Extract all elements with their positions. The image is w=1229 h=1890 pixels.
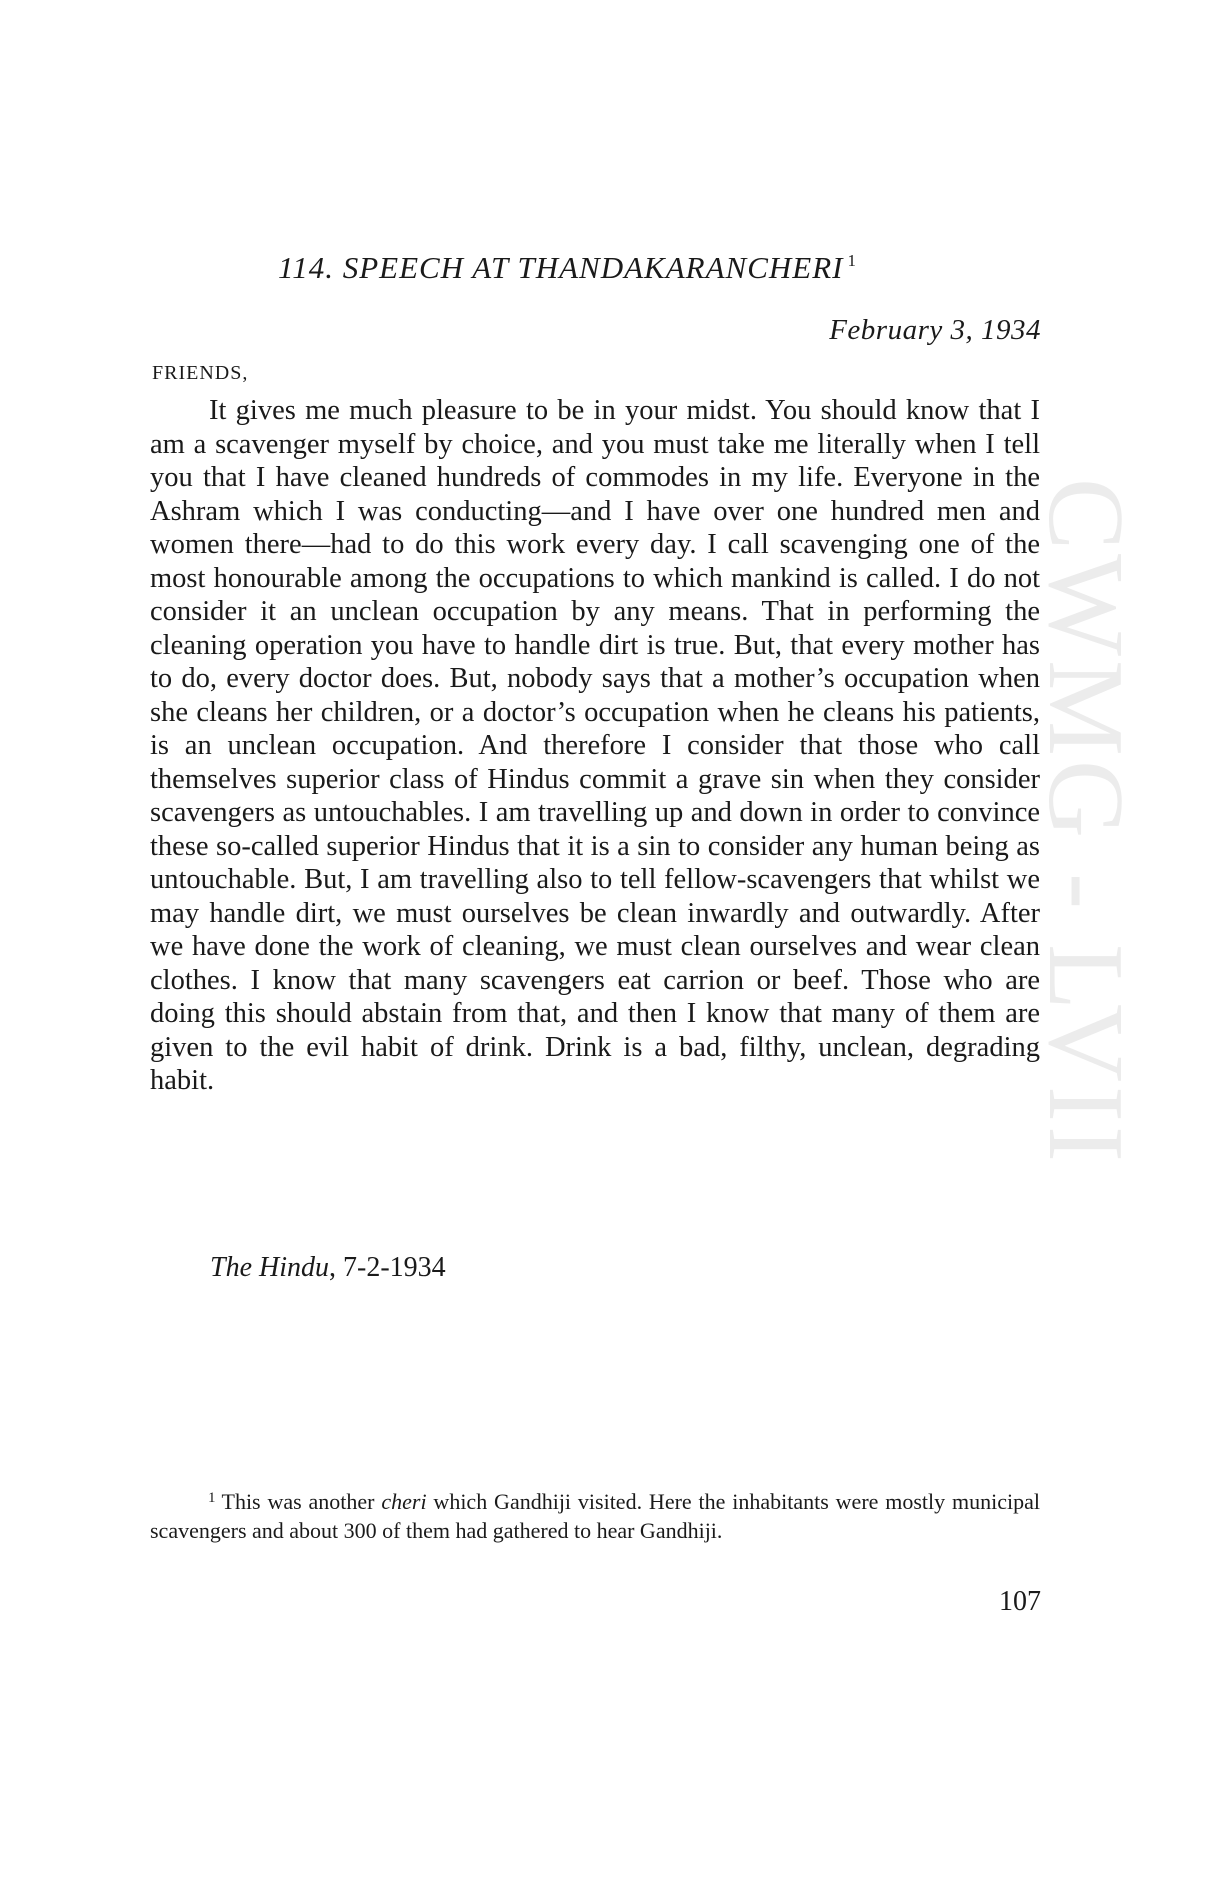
salutation: FRIENDS, bbox=[152, 362, 249, 384]
heading-footnote-mark: 1 bbox=[847, 251, 857, 270]
footnote-text-before: This was another bbox=[221, 1489, 382, 1514]
source-citation bbox=[210, 1252, 446, 1284]
source-publication: The Hindu bbox=[210, 1252, 329, 1283]
footnote-mark: 1 bbox=[208, 1490, 216, 1506]
speech-body bbox=[150, 394, 1040, 1098]
section-heading bbox=[278, 250, 857, 286]
body-paragraph: It gives me much pleasure to be in your midst. You should know that I am a scavenger myself by choice, and you must take me literally when I tell you that I have cleaned hundreds of commodes in my life. Everyone in the Ashram which I was conducting—and I have over one hundred men and women there—had to do this work every day. I call scavenging one of the most honourable among the occupations to which mankind is called. I do not consider it an unclean occupation by any means. That in performing the cleaning operation you have to handle dirt is true. But, that every mother has to do, every doctor does. But, nobody says that a mother’s occupation when she cleans her children, or a doctor’s occupation when he cleans his patients, is an unclean occupation. And therefore I consider that those who call themselves superior class of Hindus commit a grave sin when they consider scavengers as untouchables. I am travelling up and down in order to convince these so-called superior Hindus that it is a sin to consider any human being as untouchable. But, I am travelling also to tell fellow-scavengers that whilst we may handle dirt, we must ourselves be clean inwardly and outwardly. After we have done the work of cleaning, we must clean ourselves and wear clean clothes. I know that many scavengers eat carrion or beef. Those who are doing this should abstain from that, and then I know that many of them are given to the evil habit of drink. Drink is a bad, filthy, unclean, degrading habit. bbox=[150, 395, 1040, 1096]
footnote-text-after: which Gandhiji visited. Here the inhabitants were mostly municipal scavengers and about 300 of them had gathered to hear Gandhiji. bbox=[150, 1489, 1040, 1543]
watermark: CWMG - LVII bbox=[1026, 478, 1145, 1166]
source-date: , 7-2-1934 bbox=[329, 1252, 446, 1283]
heading-text: 114. SPEECH AT THANDAKARANCHERI bbox=[278, 250, 844, 285]
footnote-italic-term: cheri bbox=[381, 1489, 427, 1514]
page-number: 107 bbox=[999, 1586, 1041, 1617]
footnote-paragraph bbox=[150, 1484, 1040, 1545]
dateline: February 3, 1934 bbox=[829, 314, 1041, 346]
footnote bbox=[150, 1484, 1040, 1545]
